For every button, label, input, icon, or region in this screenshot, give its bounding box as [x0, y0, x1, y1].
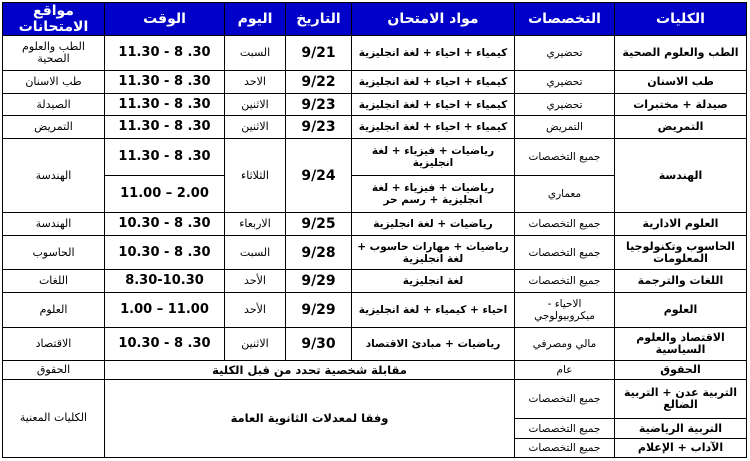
- header-colleges: الكليات: [615, 3, 747, 36]
- location-cell: التمريض: [3, 116, 105, 139]
- spec-cell: مالي ومصرفي: [515, 327, 615, 360]
- subjects-cell: رياضيات + مبادئ الاقتصاد: [352, 327, 515, 360]
- date-cell: 9/23: [286, 116, 352, 139]
- day-cell: السبت: [225, 236, 286, 270]
- spec-cell: جميع التخصصات: [515, 418, 615, 439]
- day-cell: الاحد: [225, 71, 286, 94]
- location-cell: الطب والعلوم الصحية: [3, 36, 105, 71]
- subjects-cell: احياء + كيمياء + لغة انجليزية: [352, 292, 515, 327]
- college-cell: العلوم: [615, 292, 747, 327]
- location-cell: طب الاسنان: [3, 71, 105, 94]
- day-cell: الاربعاء: [225, 213, 286, 236]
- spec-cell: عام: [515, 360, 615, 379]
- spec-cell: جميع التخصصات: [515, 439, 615, 458]
- date-cell: 9/22: [286, 71, 352, 94]
- spec-cell: الاحياء - ميكروبيولوجي: [515, 292, 615, 327]
- location-cell: الصيدلة: [3, 93, 105, 116]
- spec-cell: تحضيري: [515, 36, 615, 71]
- college-cell: الحاسوب وتكنولوجيا المعلومات: [615, 236, 747, 270]
- time-cell: 11.30 - 8 .30: [105, 93, 225, 116]
- header-row: [3, 3, 747, 36]
- spec-cell: تحضيري: [515, 93, 615, 116]
- time-cell: 11.30 - 8 .30: [105, 71, 225, 94]
- spec-cell: جميع التخصصات: [515, 139, 615, 176]
- header-locations: مواقع الامتحانات: [3, 3, 105, 36]
- spec-cell: التمريض: [515, 116, 615, 139]
- table-row: [3, 270, 747, 293]
- date-cell: 9/21: [286, 36, 352, 71]
- time-cell: 11.00 – 2.00: [105, 176, 225, 213]
- time-cell: 10.30 - 8 .30: [105, 236, 225, 270]
- header-day: اليوم: [225, 3, 286, 36]
- time-cell: 11.30 - 8 .30: [105, 139, 225, 176]
- subjects-cell: كيمياء + احياء + لغة انجليزية: [352, 116, 515, 139]
- college-cell: صيدلة + مختبرات: [615, 93, 747, 116]
- college-cell: الاقتصاد والعلوم السياسية: [615, 327, 747, 360]
- date-cell: 9/23: [286, 93, 352, 116]
- header-subjects: مواد الامتحان: [352, 3, 515, 36]
- location-cell: العلوم: [3, 292, 105, 327]
- spec-cell: جميع التخصصات: [515, 213, 615, 236]
- note-cell: مقابلة شخصية تحدد من قبل الكلية: [105, 360, 515, 379]
- date-cell: 9/28: [286, 236, 352, 270]
- college-cell: طب الاسنان: [615, 71, 747, 94]
- time-cell: 8.30-10.30: [105, 270, 225, 293]
- date-cell: 9/29: [286, 292, 352, 327]
- table-row: [3, 71, 747, 94]
- table-row: [3, 213, 747, 236]
- subjects-cell: رياضيات + مهارات حاسوب + لغة انجليزية: [352, 236, 515, 270]
- note-cell: وفقا لمعدلات الثانوية العامة: [105, 379, 515, 458]
- subjects-cell: كيمياء + احياء + لغة انجليزية: [352, 93, 515, 116]
- day-cell: السبت: [225, 36, 286, 71]
- table-row: [3, 36, 747, 71]
- table-row: [3, 292, 747, 327]
- college-cell: الآداب + الإعلام: [615, 439, 747, 458]
- day-cell: الأحد: [225, 292, 286, 327]
- college-cell: الحقوق: [615, 360, 747, 379]
- spec-cell: جميع التخصصات: [515, 236, 615, 270]
- spec-cell: جميع التخصصات: [515, 379, 615, 418]
- table-row: [3, 93, 747, 116]
- day-cell: الثلاثاء: [225, 139, 286, 213]
- table-row: [3, 327, 747, 360]
- college-cell: الطب والعلوم الصحية: [615, 36, 747, 71]
- time-cell: 1.00 – 11.00: [105, 292, 225, 327]
- subjects-cell: لغة انجليزية: [352, 270, 515, 293]
- location-cell: الاقتصاد: [3, 327, 105, 360]
- exam-schedule-table: [2, 2, 747, 458]
- subjects-cell: رياضيات + لغة انجليزية: [352, 213, 515, 236]
- day-cell: الاثنين: [225, 327, 286, 360]
- location-cell: الهندسة: [3, 139, 105, 213]
- location-cell: الحاسوب: [3, 236, 105, 270]
- header-time: الوقت: [105, 3, 225, 36]
- table-row: [3, 139, 747, 176]
- time-cell: 11.30 - 8 .30: [105, 36, 225, 71]
- header-specializations: التخصصات: [515, 3, 615, 36]
- table-row: [3, 236, 747, 270]
- college-cell: اللغات والترجمة: [615, 270, 747, 293]
- subjects-cell: رياضيات + فيزياء + لغة انجليزية: [352, 139, 515, 176]
- time-cell: 10.30 - 8 .30: [105, 213, 225, 236]
- day-cell: الاثنين: [225, 116, 286, 139]
- subjects-cell: رياضيات + فيزياء + لغة انجليزية + رسم حر: [352, 176, 515, 213]
- college-cell: التربية عدن + التربية الضالع: [615, 379, 747, 418]
- exam-schedule: [2, 2, 746, 458]
- table-row: [3, 379, 747, 418]
- spec-cell: تحضيري: [515, 71, 615, 94]
- date-cell: 9/30: [286, 327, 352, 360]
- subjects-cell: كيمياء + احياء + لغة انجليزية: [352, 36, 515, 71]
- subjects-cell: كيمياء + احياء + لغة انجليزية: [352, 71, 515, 94]
- time-cell: 11.30 - 8 .30: [105, 116, 225, 139]
- date-cell: 9/24: [286, 139, 352, 213]
- day-cell: الاثنين: [225, 93, 286, 116]
- college-cell: التمريض: [615, 116, 747, 139]
- college-cell: العلوم الادارية: [615, 213, 747, 236]
- location-cell: الكليات المعنية: [3, 379, 105, 458]
- time-cell: 10.30 - 8 .30: [105, 327, 225, 360]
- table-row: [3, 116, 747, 139]
- date-cell: 9/25: [286, 213, 352, 236]
- location-cell: الهندسة: [3, 213, 105, 236]
- college-cell: التربية الرياضية: [615, 418, 747, 439]
- college-cell: الهندسة: [615, 139, 747, 213]
- spec-cell: جميع التخصصات: [515, 270, 615, 293]
- table-row: [3, 360, 747, 379]
- header-date: التاريخ: [286, 3, 352, 36]
- location-cell: اللغات: [3, 270, 105, 293]
- location-cell: الحقوق: [3, 360, 105, 379]
- date-cell: 9/29: [286, 270, 352, 293]
- spec-cell: معماري: [515, 176, 615, 213]
- day-cell: الأحد: [225, 270, 286, 293]
